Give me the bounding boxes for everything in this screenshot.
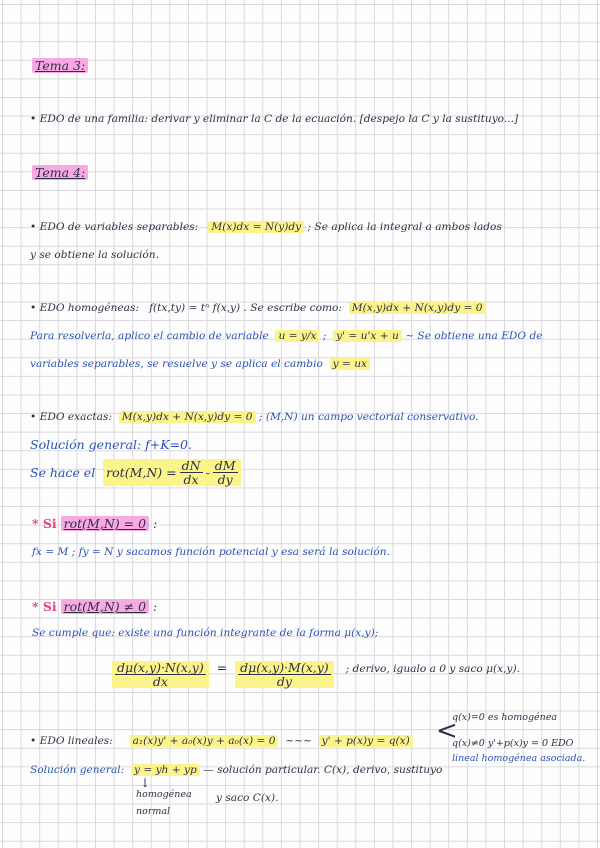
homogeneas-condition: f(tx,ty) = tⁿ f(x,y) xyxy=(149,302,241,314)
homogeneas-change: u = y/x xyxy=(275,330,319,342)
caso0-line: fx = M ; fy = N y sacamos función potencial y esa será la solución. xyxy=(32,546,390,558)
homogeneas-line3: variables separables, se resuelve y se aplica el cambio y = ux xyxy=(30,358,370,370)
exactas-line1: • EDO exactas: M(x,y)dx + N(x,y)dy = 0 ; (M,N) un campo vectorial conservativo. xyxy=(30,411,479,423)
homogeneas-undo: y = ux xyxy=(330,358,370,370)
tema3-line: • EDO de una familia: derivar y eliminar la C de la ecuación. [despejo la C y la sustituyo...] xyxy=(30,113,519,125)
lineales-below-rest: y saco C(x). xyxy=(216,792,279,804)
lineales-sol-form: y = yh + yp xyxy=(131,764,200,776)
lineales-case1: q(x)=0 es homogénea xyxy=(452,712,558,723)
lineales-sol: Solución general: y = yh + yp — solución particular. C(x), derivo, sustituyo xyxy=(30,764,443,776)
caso0-heading: * Si rot(M,N) = 0 : xyxy=(32,516,158,531)
homogeneas-line2: Para resolverla, aplico el cambio de variable u = y/x ; y' = u'x + u ~ Se obtiene una EDO de xyxy=(30,330,543,342)
separables-line2: y se obtiene la solución. xyxy=(30,249,159,261)
homogeneas-form: M(x,y)dx + N(x,y)dy = 0 xyxy=(349,302,486,314)
down-arrow-icon: ↓ xyxy=(140,776,151,790)
lineales-normal: y' + p(x)y = q(x) xyxy=(319,735,413,747)
homogeneas-line1: • EDO homogéneas: f(tx,ty) = tⁿ f(x,y) . Se escribe como: M(x,y)dx + N(x,y)dy = 0 xyxy=(30,302,486,314)
exactas-sol: Solución general: f+K=0. xyxy=(30,437,192,452)
exactas-rot-formula: rot(M,N) = $\frac{dN}{dx}$ - $\frac{dM}{dy}$ xyxy=(103,459,240,486)
lineales-line1: • EDO lineales: a₁(x)y' + a₀(x)y + a₀(x) = 0 ~~~ y' + p(x)y = q(x) xyxy=(30,735,413,747)
exactas-form: M(x,y)dx + N(x,y)dy = 0 xyxy=(119,411,256,423)
lineales-below2: normal xyxy=(136,806,171,817)
tema3-heading: Tema 3: xyxy=(32,58,88,73)
caso1-heading: * Si rot(M,N) ≠ 0 : xyxy=(32,599,158,614)
tema4-heading: Tema 4: xyxy=(32,165,88,180)
lineales-form: a₁(x)y' + a₀(x)y + a₀(x) = 0 xyxy=(130,735,279,747)
caso1-equation: $\frac{d\mu(x,y)\cdot N(x,y)}{dx}$ = $\frac{d\mu(x,y)\cdot M(x,y)}{dy}$ ; derivo, igualo a 0 y saco μ(x,y). xyxy=(112,660,520,688)
branch-brace: < xyxy=(436,716,458,746)
caso1-line: Se cumple que: existe una función integrante de la forma μ(x,y); xyxy=(32,627,379,639)
lineales-case2: q(x)≠0 y'+p(x)y = 0 EDO xyxy=(452,738,574,749)
lineales-below1: homogénea xyxy=(136,789,192,800)
lineales-case2b: lineal homogénea asociada. xyxy=(452,753,586,764)
separables-formula: M(x)dx = N(y)dy xyxy=(208,221,304,233)
separables-line1: • EDO de variables separables: M(x)dx = N(y)dy ; Se aplica la integral a ambos lados xyxy=(30,221,502,233)
exactas-rot: Se hace el rot(M,N) = $\frac{dN}{dx}$ - $\frac{dM}{dy}$ xyxy=(30,459,241,486)
homogeneas-deriv: y' = u'x + u xyxy=(333,330,402,342)
